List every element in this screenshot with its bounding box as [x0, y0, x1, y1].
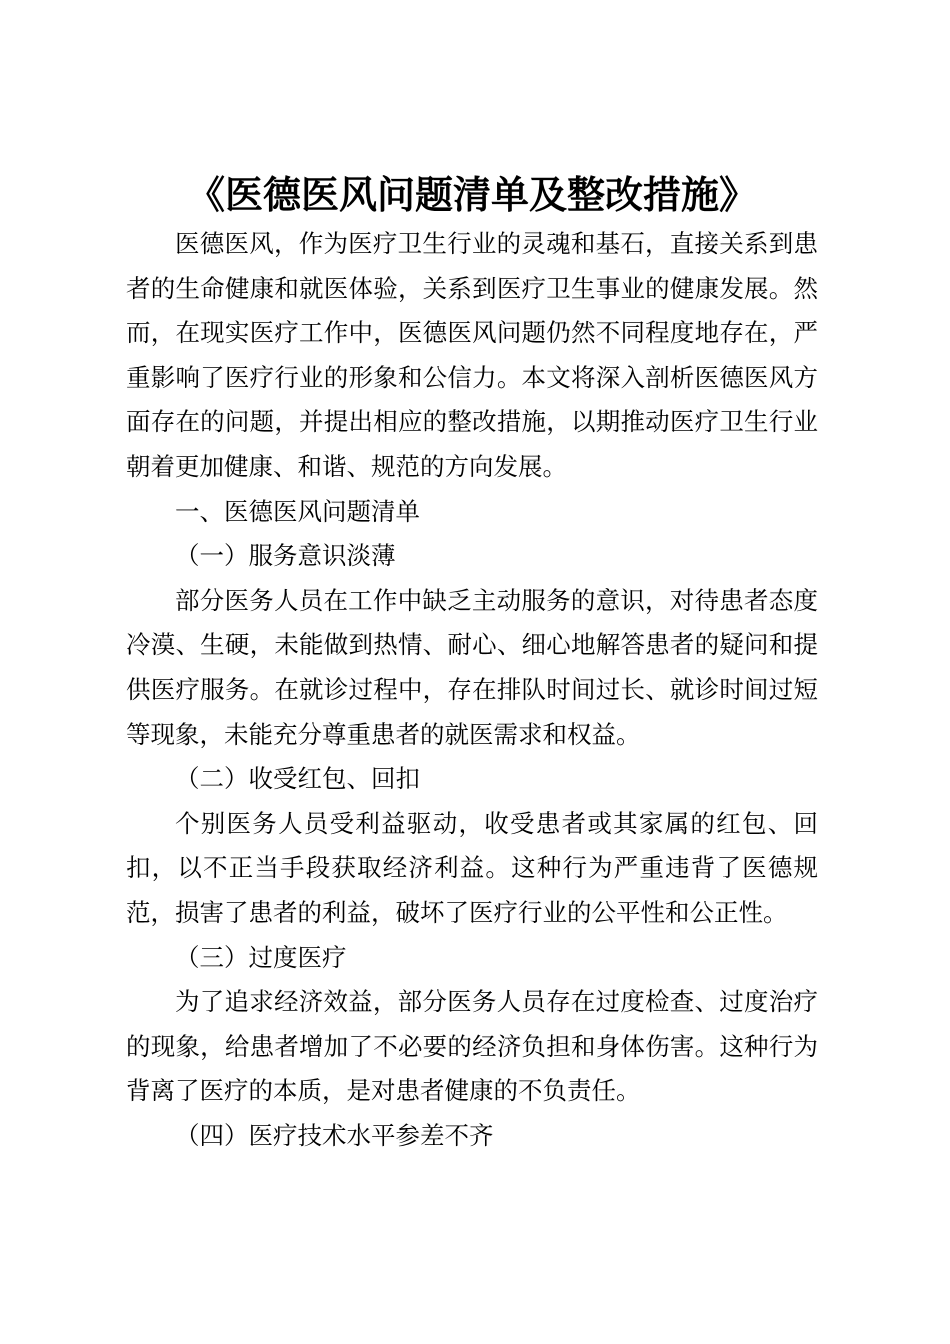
subsection-body-3: 为了追求经济效益，部分医务人员存在过度检查、过度治疗的现象，给患者增加了不必要的经济负担和身体伤害。这种行为背离了医疗的本质，是对患者健康的不负责任。	[126, 987, 818, 1106]
section-heading: 一、医德医风问题清单	[175, 496, 420, 526]
subsection-body-1: 部分医务人员在工作中缺乏主动服务的意识，对待患者态度冷漠、生硬，未能做到热情、耐心、细心地解答患者的疑问和提供医疗服务。在就诊过程中，存在排队时间过长、就诊时间过短等现象，未能充分尊重患者的就医需求和权益。	[126, 585, 818, 749]
document-page	[126, 168, 818, 1158]
intro-paragraph: 医德医风，作为医疗卫生行业的灵魂和基石，直接关系到患者的生命健康和就医体验，关系到医疗卫生事业的健康发展。然而，在现实医疗工作中，医德医风问题仍然不同程度地存在，严重影响了医疗行业的形象和公信力。本文将深入剖析医德医风方面存在的问题，并提出相应的整改措施，以期推动医疗卫生行业朝着更加健康、和谐、规范的方向发展。	[126, 229, 818, 481]
subsection-heading-1: （一）服务意识淡薄	[175, 541, 396, 571]
subsection-heading-4: （四）医疗技术水平参差不齐	[175, 1120, 494, 1150]
document-title: 《医德医风问题清单及整改措施》	[186, 173, 757, 217]
subsection-heading-3: （三）过度医疗	[175, 942, 347, 972]
subsection-body-2: 个别医务人员受利益驱动，收受患者或其家属的红包、回扣，以不正当手段获取经济利益。这种行为严重违背了医德规范，损害了患者的利益，破坏了医疗行业的公平性和公正性。	[126, 808, 818, 927]
subsection-heading-2: （二）收受红包、回扣	[175, 764, 420, 794]
